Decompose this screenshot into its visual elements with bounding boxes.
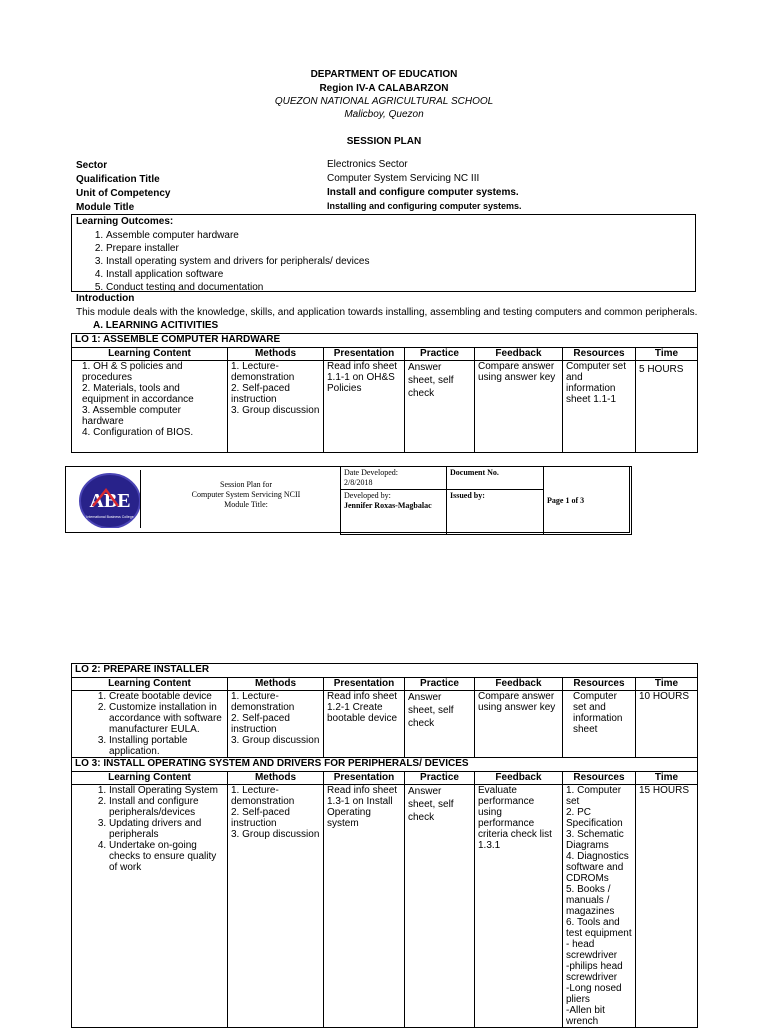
column-header: Feedback <box>475 678 563 691</box>
footer-box <box>65 466 630 533</box>
logo-subtext: International Business College <box>86 515 134 519</box>
lo2-methods: 1. Lecture-demonstration 2. Self-paced instruction 3. Group discussion <box>228 691 324 758</box>
footer-plan-title <box>151 480 341 510</box>
lo2-presentation: Read info sheet 1.2-1 Create bootable device <box>324 691 405 758</box>
column-header: Learning Content <box>72 348 228 361</box>
date-label: Date Developed: <box>344 468 398 477</box>
sector-label: Sector <box>76 160 108 171</box>
qualification-label: Qualification Title <box>76 174 160 185</box>
column-header: Methods <box>228 772 324 785</box>
sector-value: Electronics Sector <box>327 159 408 170</box>
footer-logo-cell <box>76 470 141 528</box>
column-header: Practice <box>405 678 475 691</box>
column-header: Learning Content <box>72 678 228 691</box>
document-number-label: Document No. <box>447 467 544 490</box>
introduction-title: Introduction <box>76 293 135 304</box>
developed-by-cell <box>341 490 447 535</box>
learning-activities-title: A. LEARNING ACITIVITIES <box>93 320 219 331</box>
lo1-resources: Computer set and information sheet 1.1-1 <box>563 361 636 453</box>
content-item: 4. Undertake on-going checks to ensure quality of work <box>109 840 224 873</box>
lo3-feedback: Evaluate performance using performance criteria check list 1.3.1 <box>475 785 563 1028</box>
learning-outcomes-title: Learning Outcomes: <box>76 216 174 227</box>
logo-text: ABE <box>89 490 131 512</box>
document-title: SESSION PLAN <box>346 136 422 147</box>
module-value: Installing and configuring computer systems. <box>327 201 522 211</box>
lo2-practice: Answer sheet, self check <box>405 691 475 758</box>
lo1-time: 5 HOURS <box>636 361 698 453</box>
lo2-time: 10 HOURS <box>636 691 698 758</box>
unit-value: Install and configure computer systems. <box>327 187 519 198</box>
developed-value: Jennifer Roxas-Magbalac <box>344 501 432 510</box>
plan-line: Module Title: <box>224 500 268 509</box>
lo3-methods: 1. Lecture-demonstration 2. Self-paced instruction 3. Group discussion <box>228 785 324 1028</box>
content-item: 2. Customize installation in accordance with software manufacturer EULA. <box>109 702 224 735</box>
module-label: Module Title <box>76 202 135 213</box>
school-logo <box>76 470 140 528</box>
plan-line: Computer System Servicing NCII <box>191 490 301 499</box>
column-header: Feedback <box>475 348 563 361</box>
date-developed-cell <box>341 467 447 490</box>
content-item: 3. Installing portable application. <box>109 735 224 757</box>
lo1-title: LO 1: ASSEMBLE COMPUTER HARDWARE <box>72 334 698 348</box>
lo2-title: LO 2: PREPARE INSTALLER <box>72 664 698 678</box>
lo2-feedback: Compare answer using answer key <box>475 691 563 758</box>
content-item: 3. Updating drivers and peripherals <box>109 818 224 840</box>
lo3-resources: 1. Computer set 2. PC Specification 3. Schematic Diagrams 4. Diagnostics software and CDROMs 5. Books / manuals / magazines 6. Tools and test equipment - head screwdriver -philips head screwdriver -Long nosed pliers -Allen bit wrench <box>563 785 636 1028</box>
department-heading: DEPARTMENT OF EDUCATION <box>310 69 458 80</box>
outcome-item: 3. Install operating system and drivers for peripherals/ devices <box>106 255 369 268</box>
column-header: Time <box>636 678 698 691</box>
lo3-time: 15 HOURS <box>636 785 698 1028</box>
column-header: Presentation <box>324 348 405 361</box>
lo3-presentation: Read info sheet 1.3-1 on Install Operating system <box>324 785 405 1028</box>
lo1-learning-content: 1. OH & S policies and procedures 2. Materials, tools and equipment in accordance 3. Assemble computer hardware 4. Configuration of BIOS. <box>72 361 228 453</box>
lo2-table <box>71 663 698 1028</box>
outcome-item: 4. Install application software <box>106 268 369 281</box>
date-value: 2/8/2018 <box>344 478 373 487</box>
region-heading: Region IV-A CALABARZON <box>319 83 449 94</box>
outcome-item: 5. Conduct testing and documentation <box>106 281 369 294</box>
lo2-learning-content <box>72 691 228 758</box>
outcome-item: 2. Prepare installer <box>106 242 369 255</box>
column-header: Presentation <box>324 678 405 691</box>
column-header: Resources <box>563 772 636 785</box>
column-header: Time <box>636 772 698 785</box>
outcome-item: 1. Assemble computer hardware <box>106 229 369 242</box>
lo1-methods: 1. Lecture-demonstration 2. Self-paced instruction 3. Group discussion <box>228 361 324 453</box>
column-header: Time <box>636 348 698 361</box>
page-number: Page 1 of 3 <box>544 467 632 535</box>
developed-label: Developed by: <box>344 491 391 500</box>
column-header: Resources <box>563 678 636 691</box>
lo3-title: LO 3: INSTALL OPERATING SYSTEM AND DRIVERS FOR PERIPHERALS/ DEVICES <box>72 758 698 772</box>
column-header: Methods <box>228 348 324 361</box>
column-header: Resources <box>563 348 636 361</box>
unit-label: Unit of Competency <box>76 188 171 199</box>
learning-outcomes-list <box>72 229 369 294</box>
lo3-learning-content <box>72 785 228 1028</box>
lo1-practice: Answer sheet, self check <box>405 361 475 453</box>
column-header: Learning Content <box>72 772 228 785</box>
introduction-text: This module deals with the knowledge, skills, and application towards installing, assembling and testing computers and common peripherals. <box>76 307 698 318</box>
column-header: Feedback <box>475 772 563 785</box>
lo1-table <box>71 333 698 453</box>
school-name: QUEZON NATIONAL AGRICULTURAL SCHOOL <box>274 96 494 107</box>
content-item: 1. Create bootable device <box>109 691 224 702</box>
qualification-value: Computer System Servicing NC III <box>327 173 480 184</box>
lo3-practice: Answer sheet, self check <box>405 785 475 1028</box>
column-header: Presentation <box>324 772 405 785</box>
footer-meta-table <box>340 466 632 535</box>
column-header: Practice <box>405 348 475 361</box>
content-item: 1. Install Operating System <box>109 785 224 796</box>
lo1-feedback: Compare answer using answer key <box>475 361 563 453</box>
plan-line: Session Plan for <box>220 480 272 489</box>
lo2-resources: Computer set and information sheet <box>563 691 636 758</box>
lo1-presentation: Read info sheet 1.1-1 on OH&S Policies <box>324 361 405 453</box>
column-header: Methods <box>228 678 324 691</box>
column-header: Practice <box>405 772 475 785</box>
school-location: Malicboy, Quezon <box>344 109 424 120</box>
learning-outcomes-box <box>71 214 696 292</box>
content-item: 2. Install and configure peripherals/devices <box>109 796 224 818</box>
issued-by-label: Issued by: <box>447 490 544 535</box>
